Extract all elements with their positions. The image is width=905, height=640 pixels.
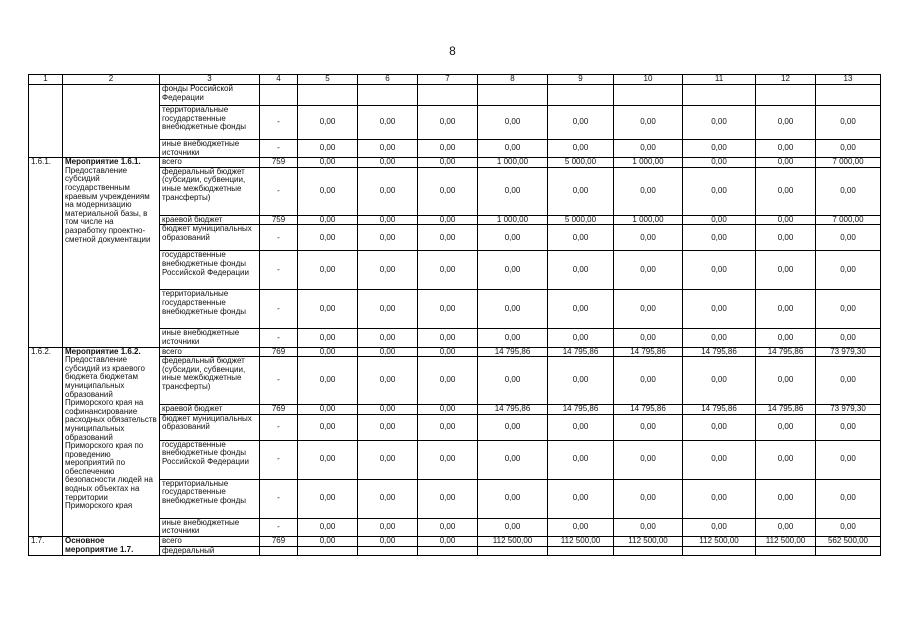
value-cell: 0,00 [358,518,418,536]
value-cell: 0,00 [298,167,358,215]
value-cell: 0,00 [298,357,358,405]
page-number: 8 [449,44,456,58]
funding-source-cell: федеральный бюджет (субсидии, субвенции, иные межбюджетные трансферты) [160,357,260,405]
value-cell: 112 500,00 [614,536,683,546]
value-cell: 0,00 [478,518,548,536]
value-cell: 562 500,00 [816,536,881,546]
value-cell: 0,00 [816,440,881,479]
measure-title: Мероприятие 1.6.1. [65,157,141,167]
value-cell: 0,00 [756,225,816,251]
value-cell: 0,00 [418,440,478,479]
value-cell [614,546,683,556]
code-cell: - [260,251,298,290]
header-cell: 1 [29,75,63,85]
value-cell: 0,00 [418,106,478,140]
value-cell: 0,00 [298,140,358,158]
value-cell: 0,00 [756,158,816,168]
value-cell: 0,00 [816,329,881,347]
value-cell: 0,00 [756,106,816,140]
value-cell [816,546,881,556]
value-cell: 0,00 [298,225,358,251]
value-cell: 0,00 [614,167,683,215]
funding-source-cell: территориальные государственные внебюджетные фонды [160,106,260,140]
value-cell: 1 000,00 [478,158,548,168]
funding-source-cell: краевой бюджет [160,215,260,225]
value-cell [756,85,816,106]
value-cell: 0,00 [418,414,478,440]
value-cell: 14 795,86 [548,347,614,357]
value-cell: 0,00 [614,518,683,536]
value-cell: 0,00 [683,167,756,215]
value-cell: 14 795,86 [478,405,548,415]
value-cell: 0,00 [683,251,756,290]
value-cell: 0,00 [548,140,614,158]
value-cell: 0,00 [816,414,881,440]
value-cell: 1 000,00 [478,215,548,225]
value-cell [548,85,614,106]
funding-source-cell: всего [160,347,260,357]
value-cell: 14 795,86 [756,405,816,415]
table-row [29,347,881,357]
value-cell: 7 000,00 [816,158,881,168]
value-cell: 0,00 [756,479,816,518]
value-cell: 112 500,00 [683,536,756,546]
value-cell: 0,00 [756,251,816,290]
value-cell: 0,00 [298,347,358,357]
value-cell: 0,00 [478,140,548,158]
header-cell: 13 [816,75,881,85]
header-cell: 7 [418,75,478,85]
value-cell: 0,00 [298,405,358,415]
value-cell: 112 500,00 [548,536,614,546]
header-cell: 9 [548,75,614,85]
value-cell: 0,00 [683,225,756,251]
value-cell: 0,00 [756,518,816,536]
value-cell: 0,00 [298,158,358,168]
code-cell: - [260,518,298,536]
value-cell: 0,00 [816,357,881,405]
value-cell: 112 500,00 [478,536,548,546]
value-cell: 0,00 [298,414,358,440]
funding-source-cell: краевой бюджет [160,405,260,415]
value-cell: 0,00 [756,290,816,329]
code-cell: - [260,357,298,405]
funding-source-cell: всего [160,536,260,546]
code-cell: - [260,140,298,158]
value-cell: 0,00 [478,414,548,440]
value-cell: 0,00 [548,479,614,518]
value-cell: 0,00 [358,158,418,168]
value-cell: 0,00 [548,167,614,215]
code-cell: - [260,479,298,518]
header-cell: 8 [478,75,548,85]
value-cell: 0,00 [756,329,816,347]
value-cell: 0,00 [816,140,881,158]
value-cell: 14 795,86 [548,405,614,415]
value-cell: 0,00 [298,329,358,347]
funding-source-cell: бюджет муниципальных образований [160,225,260,251]
value-cell: 0,00 [548,225,614,251]
value-cell [358,85,418,106]
value-cell: 73 979,30 [816,405,881,415]
value-cell: 0,00 [418,347,478,357]
value-cell: 0,00 [358,167,418,215]
row-number-cell: 1.6.2. [29,347,63,536]
code-cell [260,85,298,106]
value-cell: 0,00 [478,106,548,140]
value-cell: 0,00 [358,536,418,546]
value-cell: 0,00 [614,251,683,290]
header-cell: 12 [756,75,816,85]
value-cell: 0,00 [418,518,478,536]
value-cell: 0,00 [418,405,478,415]
value-cell: 7 000,00 [816,215,881,225]
measure-name-cell [63,158,160,347]
table-row [29,536,881,546]
value-cell: 0,00 [358,329,418,347]
value-cell: 0,00 [683,479,756,518]
value-cell: 0,00 [548,329,614,347]
value-cell: 0,00 [298,215,358,225]
value-cell: 0,00 [683,357,756,405]
value-cell: 0,00 [683,414,756,440]
funding-source-cell: федеральный [160,546,260,556]
value-cell: 0,00 [816,167,881,215]
value-cell: 0,00 [683,215,756,225]
funding-source-cell: фонды Российской Федерации [160,85,260,106]
value-cell [418,85,478,106]
value-cell: 0,00 [478,440,548,479]
header-cell: 6 [358,75,418,85]
header-cell: 2 [63,75,160,85]
value-cell: 0,00 [756,215,816,225]
code-cell: - [260,167,298,215]
funding-source-cell: бюджет муниципальных образований [160,414,260,440]
value-cell: 0,00 [298,518,358,536]
code-cell: - [260,440,298,479]
funding-source-cell: государственные внебюджетные фонды Российской Федерации [160,251,260,290]
funding-source-cell: территориальные государственные внебюджетные фонды [160,290,260,329]
value-cell: 0,00 [683,290,756,329]
value-cell: 0,00 [756,167,816,215]
funding-source-cell: иные внебюджетные источники [160,518,260,536]
value-cell: 14 795,86 [683,405,756,415]
table-row [29,158,881,168]
measure-description: Предоставление субсидий из краевого бюджета бюджетам муниципальных образований Приморского края на софинансирование расходных обязательств муниципальных образований Приморского края по проведению мероприятий по обеспечению безопасности людей на водных объектах на территории Приморского края [65,355,157,511]
value-cell: 0,00 [816,225,881,251]
code-cell: - [260,290,298,329]
value-cell: 0,00 [418,479,478,518]
measure-name-cell [63,536,160,555]
value-cell: 0,00 [478,329,548,347]
value-cell: 73 979,30 [816,347,881,357]
code-cell: - [260,329,298,347]
table-row [29,85,881,106]
value-cell: 0,00 [478,167,548,215]
value-cell: 0,00 [358,215,418,225]
value-cell: 0,00 [614,140,683,158]
header-cell: 4 [260,75,298,85]
value-cell: 0,00 [683,106,756,140]
row-number-cell: 1.6.1. [29,158,63,347]
value-cell [298,546,358,556]
funding-source-cell: всего [160,158,260,168]
value-cell: 5 000,00 [548,158,614,168]
value-cell: 0,00 [683,158,756,168]
value-cell: 0,00 [614,225,683,251]
value-cell: 1 000,00 [614,158,683,168]
header-row [29,75,881,85]
budget-table [28,74,881,556]
measure-name-cell [63,347,160,536]
header-cell: 11 [683,75,756,85]
code-cell: - [260,225,298,251]
measure-name-cell [63,85,160,158]
value-cell: 0,00 [548,518,614,536]
value-cell: 0,00 [418,158,478,168]
value-cell: 112 500,00 [756,536,816,546]
value-cell: 0,00 [548,106,614,140]
value-cell: 0,00 [418,215,478,225]
row-number-cell: 1.7. [29,536,63,555]
value-cell: 0,00 [418,167,478,215]
header-cell: 10 [614,75,683,85]
value-cell: 0,00 [358,405,418,415]
value-cell [418,546,478,556]
value-cell: 0,00 [816,479,881,518]
value-cell: 0,00 [418,357,478,405]
funding-source-cell: государственные внебюджетные фонды Российской Федерации [160,440,260,479]
value-cell: 0,00 [614,414,683,440]
code-cell: 769 [260,536,298,546]
value-cell: 1 000,00 [614,215,683,225]
code-cell: 769 [260,347,298,357]
value-cell: 0,00 [614,440,683,479]
value-cell [298,85,358,106]
value-cell [478,546,548,556]
value-cell: 0,00 [418,251,478,290]
value-cell: 0,00 [358,251,418,290]
value-cell: 0,00 [418,329,478,347]
value-cell: 0,00 [756,414,816,440]
code-cell: 759 [260,158,298,168]
value-cell: 0,00 [358,290,418,329]
value-cell: 5 000,00 [548,215,614,225]
value-cell: 0,00 [548,290,614,329]
measure-description: Предоставление субсидий государственным краевым учреждениям на модернизацию материальной базы, в том числе на разработку проектно-сметной документации [65,165,151,244]
value-cell: 14 795,86 [614,347,683,357]
code-cell: - [260,414,298,440]
row-number-cell [29,85,63,158]
value-cell: 0,00 [358,414,418,440]
value-cell: 0,00 [298,290,358,329]
value-cell: 0,00 [614,479,683,518]
funding-source-cell: иные внебюджетные источники [160,140,260,158]
value-cell [614,85,683,106]
value-cell [683,85,756,106]
value-cell: 0,00 [548,440,614,479]
value-cell: 0,00 [683,329,756,347]
value-cell: 0,00 [683,140,756,158]
value-cell: 14 795,86 [478,347,548,357]
value-cell: 0,00 [683,518,756,536]
value-cell: 0,00 [418,225,478,251]
value-cell: 14 795,86 [683,347,756,357]
value-cell: 0,00 [298,251,358,290]
measure-title: Основное мероприятие 1.7. [65,536,134,554]
value-cell: 0,00 [478,290,548,329]
value-cell: 0,00 [756,140,816,158]
value-cell: 0,00 [548,414,614,440]
value-cell: 0,00 [756,440,816,479]
value-cell: 0,00 [548,251,614,290]
code-cell: - [260,106,298,140]
value-cell: 0,00 [816,106,881,140]
value-cell: 0,00 [816,518,881,536]
header-cell: 3 [160,75,260,85]
funding-source-cell: иные внебюджетные источники [160,329,260,347]
value-cell [548,546,614,556]
value-cell: 0,00 [358,357,418,405]
code-cell: 769 [260,405,298,415]
value-cell: 0,00 [358,225,418,251]
value-cell: 0,00 [614,106,683,140]
measure-title: Мероприятие 1.6.2. [65,347,141,356]
value-cell: 0,00 [358,479,418,518]
value-cell: 0,00 [418,140,478,158]
value-cell: 0,00 [756,357,816,405]
value-cell: 0,00 [614,290,683,329]
value-cell: 0,00 [298,536,358,546]
value-cell: 0,00 [298,106,358,140]
value-cell: 0,00 [418,536,478,546]
value-cell: 0,00 [683,440,756,479]
funding-source-cell: федеральный бюджет (субсидии, субвенции, иные межбюджетные трансферты) [160,167,260,215]
value-cell: 0,00 [358,347,418,357]
value-cell: 0,00 [614,329,683,347]
value-cell: 0,00 [478,357,548,405]
value-cell [816,85,881,106]
value-cell [756,546,816,556]
value-cell: 0,00 [358,140,418,158]
value-cell: 0,00 [298,440,358,479]
header-cell: 5 [298,75,358,85]
value-cell [478,85,548,106]
value-cell: 0,00 [418,290,478,329]
value-cell: 0,00 [816,290,881,329]
value-cell: 0,00 [614,357,683,405]
value-cell: 0,00 [358,440,418,479]
value-cell [683,546,756,556]
value-cell: 0,00 [298,479,358,518]
value-cell: 0,00 [548,357,614,405]
value-cell: 0,00 [478,225,548,251]
code-cell [260,546,298,556]
value-cell: 0,00 [478,479,548,518]
value-cell [358,546,418,556]
code-cell: 759 [260,215,298,225]
value-cell: 0,00 [816,251,881,290]
value-cell: 14 795,86 [756,347,816,357]
funding-source-cell: территориальные государственные внебюджетные фонды [160,479,260,518]
value-cell: 0,00 [478,251,548,290]
value-cell: 0,00 [358,106,418,140]
value-cell: 14 795,86 [614,405,683,415]
